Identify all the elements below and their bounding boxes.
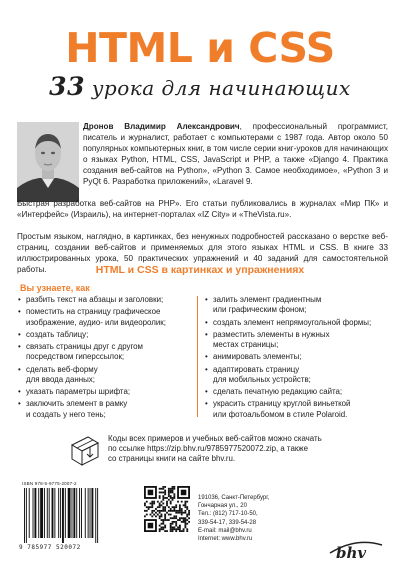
learn-list-right — [205, 295, 390, 422]
qr-module — [162, 497, 164, 499]
qr-module — [181, 530, 183, 532]
qr-module — [186, 528, 188, 530]
barcode-bar — [38, 488, 39, 538]
qr-module — [164, 530, 166, 532]
qr-module — [164, 506, 166, 508]
author-name: Дронов Владимир Александрович — [83, 122, 240, 131]
qr-module — [161, 528, 163, 530]
qr-module — [177, 519, 179, 521]
qr-module — [157, 506, 159, 508]
qr-module — [164, 508, 166, 510]
qr-module — [162, 519, 164, 521]
qr-module — [164, 519, 166, 521]
qr-module — [161, 519, 163, 521]
qr-module — [188, 517, 190, 519]
qr-module — [172, 528, 174, 530]
qr-module — [172, 510, 174, 512]
list-item: • украсить страницу круглой виньеткой или фотоальбомом в стиле Polaroid. — [205, 399, 390, 419]
qr-module — [162, 528, 164, 530]
author-bio — [83, 121, 388, 188]
barcode-bar — [34, 488, 36, 538]
qr-module — [144, 510, 146, 512]
qr-module — [151, 501, 153, 503]
qr-module — [146, 510, 148, 512]
publisher-logo-text: bhv — [336, 544, 367, 561]
qr-module — [184, 501, 186, 503]
qr-module — [172, 497, 174, 499]
qr-module — [175, 528, 177, 530]
qr-module — [183, 530, 185, 532]
qr-module — [172, 530, 174, 532]
qr-module — [161, 488, 163, 490]
qr-module — [179, 530, 181, 532]
barcode-bar — [90, 488, 91, 538]
qr-module — [186, 519, 188, 521]
qr-module — [164, 526, 166, 528]
download-link[interactable]: по ссылке https://zip.bhv.ru/9785977520072.zip, а также — [108, 444, 308, 454]
qr-module — [179, 504, 181, 506]
qr-module — [166, 501, 168, 503]
qr-module — [177, 501, 179, 503]
book-summary: Простым языком, наглядно, в картинках, без ненужных подробностей рассказано о верстке веб-страниц, создании веб-сайтов и применяемых для этого языках HTML и CSS. В книге 33 иллюстрированных урока, 50 практических упражнений и 40 заданий для самостоятельной работы. — [17, 232, 388, 275]
qr-module — [161, 501, 163, 503]
qr-module — [168, 506, 170, 508]
qr-module — [172, 499, 174, 501]
qr-module — [159, 495, 161, 497]
qr-module — [172, 486, 174, 488]
author-bio-continued: Быстрая разработка веб-сайтов на PHP». Его статьи публиковались в журналах «Мир ПК» и «Интерфейс» (Израиль), на интернет-порталах «IZ City» и «TheVista.ru». — [17, 199, 388, 220]
qr-module — [184, 521, 186, 523]
list-item: • создать таблицу; — [18, 330, 193, 340]
barcode-bar — [62, 488, 64, 543]
barcode-bar — [85, 488, 86, 538]
qr-module — [175, 506, 177, 508]
qr-module — [166, 503, 168, 505]
zip-download-icon — [68, 435, 102, 469]
qr-module — [175, 530, 177, 532]
qr-module — [181, 508, 183, 510]
qr-module — [159, 528, 161, 530]
qr-module — [164, 510, 166, 512]
qr-module — [170, 525, 172, 527]
barcode-bar — [47, 488, 48, 538]
qr-module — [159, 517, 161, 519]
barcode-bar — [58, 488, 59, 538]
qr-module — [162, 495, 164, 497]
download-info: Коды всех примеров и учебных веб-сайтов можно скачать по ссылке https://zip.bhv.ru/9785977520072.zip, а также со страницы книги на сайте bhv.ru. — [108, 434, 393, 465]
qr-module — [168, 519, 170, 521]
qr-module — [170, 492, 172, 494]
qr-module — [151, 503, 153, 505]
qr-module — [144, 515, 146, 517]
qr-module — [164, 525, 166, 527]
qr-module — [183, 528, 185, 530]
qr-module — [150, 503, 152, 505]
qr-module — [168, 493, 170, 495]
qr-module — [148, 508, 150, 510]
barcode-bar — [49, 488, 50, 538]
qr-module — [179, 510, 181, 512]
qr-module — [175, 515, 177, 517]
qr-module — [161, 510, 163, 512]
qr-module — [170, 490, 172, 492]
qr-module — [148, 506, 150, 508]
qr-module — [172, 506, 174, 508]
qr-module — [173, 508, 175, 510]
qr-module — [162, 523, 164, 525]
learn-heading: Вы узнаете, как — [20, 283, 90, 293]
list-item: • поместить на страницу графическое изображение, аудио- или видеоролик; — [18, 307, 193, 327]
barcode-bar — [88, 488, 89, 538]
qr-module — [164, 493, 166, 495]
barcode-bar — [52, 488, 54, 538]
qr-module — [183, 504, 185, 506]
qr-module — [181, 501, 183, 503]
qr-module — [179, 528, 181, 530]
qr-module — [175, 512, 177, 514]
qr-module — [162, 526, 164, 528]
qr-module — [164, 490, 166, 492]
qr-module — [173, 517, 175, 519]
qr-module — [161, 515, 163, 517]
qr-module — [170, 517, 172, 519]
qr-module — [166, 519, 168, 521]
barcode-bar — [65, 488, 66, 538]
qr-module — [170, 528, 172, 530]
qr-module — [159, 497, 161, 499]
qr-module — [173, 497, 175, 499]
qr-module — [172, 488, 174, 490]
qr-module — [172, 490, 174, 492]
qr-module — [157, 501, 159, 503]
list-item: • указать параметры шрифта; — [18, 387, 193, 397]
qr-module — [184, 523, 186, 525]
list-item: • адаптировать страницу для мобильных устройств; — [205, 365, 390, 385]
qr-module — [159, 504, 161, 506]
qr-module — [162, 521, 164, 523]
subtitle-number: 33 — [49, 72, 85, 101]
author-bio-first: , профессиональный программист, писатель и журналист, работает с компьютерами с 1987 года. Автор около 50 популярных компьютерных книг, в том числе серии книг-уроков для начинающих о языках Python, HTML, CSS, JavaScript и PHP, а также «Django 4. Практика создания веб-сайтов на Python», «Python 3. Самое необходимое», «Python 3 и PyQt 6. Разработка приложений», «Laravel 9. — [83, 122, 388, 187]
qr-module — [164, 497, 166, 499]
publisher-logo — [326, 533, 386, 561]
qr-module — [175, 517, 177, 519]
qr-module — [172, 521, 174, 523]
subtitle-text: урока для начинающих — [84, 76, 351, 100]
barcode-bar — [24, 488, 25, 543]
qr-module — [159, 488, 161, 490]
publisher-address: 191036, Санкт-Петербург, Гончарная ул., 20 Тел.: (812) 717-10-50, 339-54-17, 339-54-28 E-mail: mail@bhv.ru Internet: www.bhv.ru — [198, 495, 270, 543]
qr-module — [184, 512, 186, 514]
section-title: HTML и CSS в картинках и упражнениях — [95, 264, 305, 276]
qr-module — [162, 510, 164, 512]
qr-module — [173, 495, 175, 497]
qr-module — [170, 530, 172, 532]
qr-module — [181, 490, 187, 496]
qr-module — [164, 514, 166, 516]
qr-module — [155, 508, 157, 510]
column-divider — [197, 296, 198, 417]
qr-module — [168, 495, 170, 497]
qr-module — [168, 490, 170, 492]
barcode-bar — [91, 488, 93, 538]
barcode-bar — [79, 488, 80, 538]
qr-module — [155, 512, 157, 514]
qr-module — [153, 503, 155, 505]
qr-module — [148, 490, 154, 496]
barcode-bar — [54, 488, 55, 538]
barcode-bars — [22, 488, 134, 543]
qr-module — [162, 499, 164, 501]
qr-module — [188, 512, 190, 514]
qr-module — [170, 514, 172, 516]
qr-module — [168, 510, 170, 512]
qr-module — [170, 523, 172, 525]
qr-module — [170, 488, 172, 490]
barcode-bar — [72, 488, 73, 538]
list-item: • залить элемент градиентным или графическим фоном; — [205, 295, 390, 315]
qr-module — [164, 492, 166, 494]
qr-module — [166, 530, 168, 532]
qr-module — [161, 504, 163, 506]
qr-module — [173, 486, 175, 488]
qr-module — [170, 503, 172, 505]
qr-module — [157, 510, 159, 512]
barcode-digits: 9 785977 520072 — [19, 544, 81, 551]
qr-module — [151, 504, 153, 506]
qr-module — [170, 495, 172, 497]
qr-module — [181, 514, 183, 516]
qr-module — [151, 515, 153, 517]
qr-module — [181, 510, 183, 512]
qr-module — [162, 503, 164, 505]
list-item: • анимировать элементы; — [205, 352, 390, 362]
qr-module — [166, 512, 168, 514]
qr-module — [172, 526, 174, 528]
qr-module — [179, 506, 181, 508]
qr-module — [173, 493, 175, 495]
book-title: HTML и CSS — [65, 24, 335, 72]
qr-module — [151, 512, 153, 514]
qr-module — [157, 514, 159, 516]
qr-module — [168, 499, 170, 501]
qr-module — [164, 517, 166, 519]
qr-module — [175, 510, 177, 512]
isbn-number: ISBN 978-5-9775-2007-2 — [22, 481, 77, 486]
qr-module — [162, 488, 164, 490]
qr-module — [183, 512, 185, 514]
qr-module — [146, 506, 148, 508]
qr-module — [175, 504, 177, 506]
list-item: • создать элемент непрямоугольной формы; — [205, 318, 390, 328]
qr-module — [186, 530, 188, 532]
qr-module — [179, 517, 181, 519]
qr-module — [184, 525, 186, 527]
qr-module — [184, 504, 186, 506]
barcode-bar — [33, 488, 34, 538]
qr-module — [173, 510, 175, 512]
qr-module — [184, 517, 186, 519]
qr-module — [159, 510, 161, 512]
qr-module — [186, 514, 188, 516]
qr-module — [173, 515, 175, 517]
qr-module — [164, 486, 166, 488]
list-item: • сделать печатную редакцию сайта; — [205, 387, 390, 397]
qr-module — [183, 519, 185, 521]
qr-module — [177, 512, 179, 514]
qr-module — [148, 523, 154, 529]
qr-module — [168, 492, 170, 494]
barcode-bar — [26, 488, 27, 543]
barcode-bar — [29, 488, 30, 538]
qr-code-icon — [144, 486, 190, 532]
qr-module — [168, 514, 170, 516]
qr-module — [151, 506, 153, 508]
author-portrait — [17, 122, 79, 202]
qr-module — [144, 503, 146, 505]
qr-module — [172, 523, 174, 525]
qr-module — [177, 526, 179, 528]
qr-module — [159, 525, 161, 527]
qr-module — [175, 521, 177, 523]
qr-module — [177, 528, 179, 530]
learn-list-left — [18, 295, 193, 422]
qr-module — [179, 508, 181, 510]
qr-module — [170, 497, 172, 499]
qr-module — [170, 508, 172, 510]
qr-module — [159, 515, 161, 517]
qr-module — [186, 515, 188, 517]
qr-module — [172, 517, 174, 519]
list-item: • заключить элемент в рамку и создать у него тень; — [18, 399, 193, 419]
qr-module — [173, 528, 175, 530]
qr-module — [159, 506, 161, 508]
barcode-bar — [97, 488, 98, 543]
list-item: • сделать веб-форму для ввода данных; — [18, 365, 193, 385]
qr-module — [179, 519, 181, 521]
barcode-bar — [73, 488, 75, 538]
qr-module — [184, 506, 186, 508]
barcode-bar — [95, 488, 96, 543]
qr-module — [175, 525, 177, 527]
qr-module — [153, 501, 155, 503]
barcode-bar — [44, 488, 45, 538]
qr-module — [153, 510, 155, 512]
qr-module — [186, 506, 188, 508]
qr-module — [170, 510, 172, 512]
qr-module — [161, 514, 163, 516]
qr-module — [161, 526, 163, 528]
qr-module — [159, 512, 161, 514]
list-item: • связать страницы друг с другом посредством гиперссылок; — [18, 342, 193, 362]
qr-module — [183, 521, 185, 523]
qr-module — [150, 506, 152, 508]
qr-module — [184, 526, 186, 528]
qr-module — [186, 508, 188, 510]
qr-module — [155, 515, 157, 517]
qr-module — [161, 492, 163, 494]
qr-module — [181, 517, 183, 519]
qr-module — [184, 510, 186, 512]
qr-module — [186, 523, 188, 525]
qr-module — [179, 525, 181, 527]
qr-module — [168, 488, 170, 490]
qr-module — [159, 530, 161, 532]
qr-module — [179, 526, 181, 528]
qr-module — [170, 501, 172, 503]
qr-module — [181, 512, 183, 514]
qr-module — [188, 510, 190, 512]
qr-module — [175, 523, 177, 525]
qr-module — [153, 514, 155, 516]
qr-module — [173, 488, 175, 490]
qr-module — [162, 492, 164, 494]
qr-module — [184, 503, 186, 505]
barcode-bar — [60, 488, 61, 538]
qr-module — [179, 512, 181, 514]
list-item: • разместить элементы в нужных местах страницы; — [205, 330, 390, 350]
qr-module — [172, 492, 174, 494]
qr-module — [173, 526, 175, 528]
qr-module — [170, 526, 172, 528]
qr-module — [186, 501, 188, 503]
qr-module — [159, 492, 161, 494]
barcode-bar — [40, 488, 43, 538]
qr-module — [177, 510, 179, 512]
isbn-barcode — [18, 481, 138, 556]
barcode-bar — [81, 488, 82, 538]
qr-module — [162, 506, 164, 508]
qr-module — [188, 514, 190, 516]
qr-module — [173, 521, 175, 523]
barcode-bar — [68, 488, 71, 538]
qr-module — [164, 515, 166, 517]
qr-module — [188, 521, 190, 523]
qr-module — [184, 519, 186, 521]
qr-module — [144, 504, 146, 506]
barcode-bar — [76, 488, 77, 538]
qr-module — [161, 523, 163, 525]
qr-module — [181, 521, 183, 523]
qr-module — [146, 501, 148, 503]
qr-module — [159, 503, 161, 505]
qr-module — [162, 508, 164, 510]
qr-module — [150, 514, 152, 516]
qr-module — [183, 517, 185, 519]
list-item: • разбить текст на абзацы и заголовки; — [18, 295, 193, 305]
qr-module — [146, 514, 148, 516]
book-subtitle — [0, 72, 400, 101]
qr-module — [173, 506, 175, 508]
qr-module — [151, 510, 153, 512]
qr-module — [162, 486, 164, 488]
qr-module — [166, 504, 168, 506]
qr-module — [166, 497, 168, 499]
